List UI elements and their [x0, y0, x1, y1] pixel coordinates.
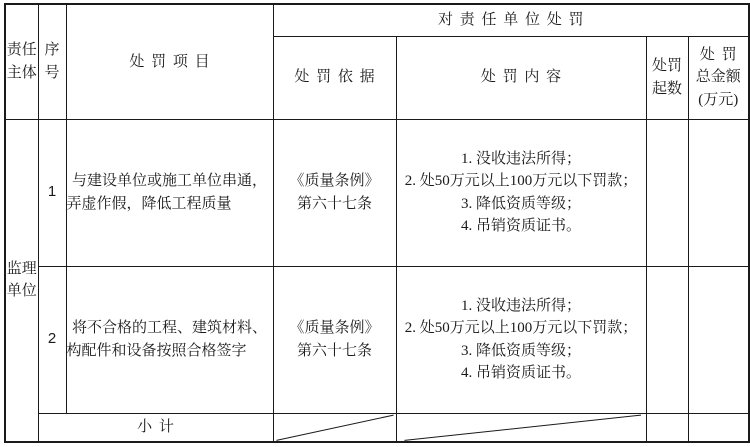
header-serial-number: 序号 — [38, 4, 66, 119]
header-row-top — [5, 4, 749, 36]
subtotal-content-diagonal-cell — [396, 413, 646, 442]
cell-content-1-line2: 2. 处50万元以上100万元以下罚款； — [404, 173, 638, 189]
diagonal-slash-icon — [274, 414, 396, 442]
cell-serial-2: 2 — [38, 266, 66, 413]
header-penalty-item: 处罚项目 — [66, 4, 273, 119]
cell-content-2-line4: 4. 吊销资质证书。 — [460, 365, 581, 381]
cell-count-2 — [646, 266, 688, 413]
header-penalty-basis: 处罚依据 — [273, 36, 396, 119]
header-penalty-total-line2: 总金额 — [695, 69, 741, 86]
cell-content-1-line3: 3. 降低资质等级； — [460, 195, 581, 212]
cell-total-2 — [688, 266, 749, 413]
header-penalty-total-line1: 处罚 — [699, 46, 744, 63]
header-responsible-subject: 责任主体 — [5, 4, 38, 119]
cell-basis-2-line1: 《质量条例》 — [289, 320, 380, 336]
subtotal-row — [5, 413, 749, 442]
cell-content-1-line4: 4. 吊销资质证书。 — [460, 218, 581, 234]
subtotal-count-cell — [646, 413, 688, 442]
subtotal-basis-diagonal-cell — [273, 413, 396, 442]
subtotal-total-cell — [688, 413, 749, 442]
cell-content-2-line2: 2. 处50万元以上100万元以下罚款； — [404, 320, 638, 336]
header-penalty-content: 处罚内容 — [396, 36, 646, 119]
cell-content-1 — [396, 119, 646, 266]
header-penalty-total-line3: (万元) — [698, 91, 739, 108]
subtotal-label: 小计 — [38, 413, 273, 442]
table-row-1 — [5, 119, 749, 266]
cell-basis-1 — [273, 119, 396, 266]
cell-content-2 — [396, 266, 646, 413]
header-penalty-count — [646, 36, 688, 119]
cell-item-1: 与建设单位或施工单位串通，弄虚作假，降低工程质量 — [66, 119, 273, 266]
cell-count-1 — [646, 119, 688, 266]
diagonal-slash-icon — [397, 414, 646, 442]
header-penalty-count-line1: 处罚 — [651, 58, 682, 74]
cell-basis-2-line2: 第六十七条 — [296, 342, 372, 359]
header-penalty-group: 对责任单位处罚 — [273, 4, 749, 36]
cell-basis-1-line1: 《质量条例》 — [289, 173, 380, 189]
cell-content-2-line1: 1. 没收违法所得； — [460, 297, 581, 314]
cell-basis-1-line2: 第六十七条 — [296, 195, 372, 212]
cell-content-2-line3: 3. 降低资质等级； — [460, 342, 581, 359]
header-penalty-count-line2: 起数 — [651, 80, 682, 97]
cell-content-1-line1: 1. 没收违法所得； — [460, 150, 581, 167]
penalty-table — [4, 3, 750, 443]
cell-basis-2 — [273, 266, 396, 413]
cell-serial-1: 1 — [38, 119, 66, 266]
cell-responsible-subject-value: 监理单位 — [5, 119, 38, 442]
cell-total-1 — [688, 119, 749, 266]
table-row-2 — [5, 266, 749, 413]
header-penalty-total — [688, 36, 749, 119]
cell-item-2: 将不合格的工程、建筑材料、构配件和设备按照合格签字 — [66, 266, 273, 413]
